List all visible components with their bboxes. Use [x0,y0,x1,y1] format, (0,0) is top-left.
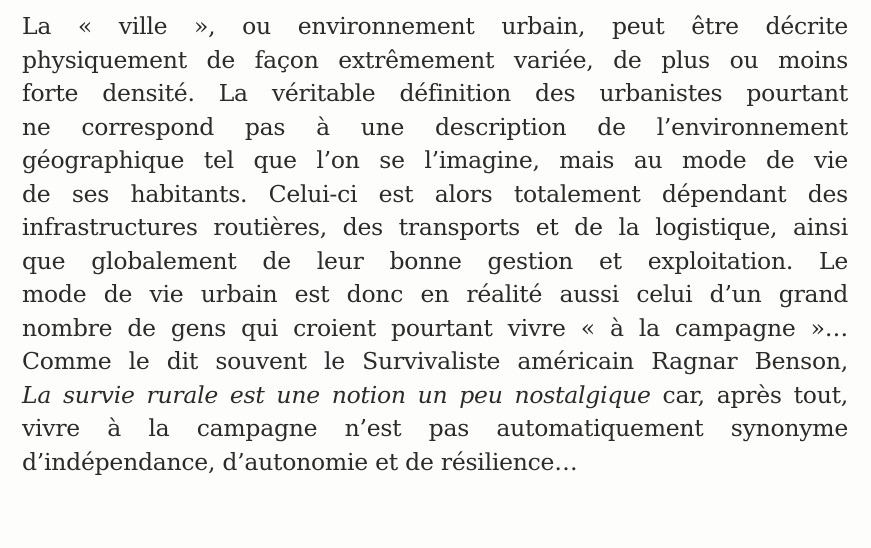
text-line-5: géographique tel que l’on se l’imagine, mais au mode de vie [22,146,848,174]
text-line-9: mode de vie urbain est donc en réalité aussi celui d’un grand [22,280,848,308]
text-line-12 [22,379,848,413]
text-line-10: nombre de gens qui croient pourtant vivre « à la campagne »… [22,313,848,342]
text-line-7: infrastructures routières, des transports et de la logistique, ainsi [22,213,848,241]
text-line-3: forte densité. La véritable définition des urbanistes pourtant [22,79,848,107]
text-line-1: La « ville », ou environnement urbain, peut être décrite [22,12,848,40]
text-line-13: vivre à la campagne n’est pas automatiquement synonyme [22,414,848,442]
text-line-12-rest: car, après tout, [650,380,848,409]
text-line-4: ne correspond pas à une description de l’environnement [22,112,848,141]
text-line-2: physiquement de façon extrêmement variée, de plus ou moins [22,45,848,74]
text-line-11: Comme le dit souvent le Survivaliste américain Ragnar Benson, [22,347,848,375]
italic-quote: La survie rurale est une notion un peu nostalgique [22,380,651,409]
text-line-14: d’indépendance, d’autonomie et de résilience… [22,447,578,476]
text-line-6: de ses habitants. Celui-ci est alors totalement dépendant des [22,179,848,208]
body-paragraph [22,10,848,479]
text-line-8: que globalement de leur bonne gestion et exploitation. Le [22,246,848,275]
